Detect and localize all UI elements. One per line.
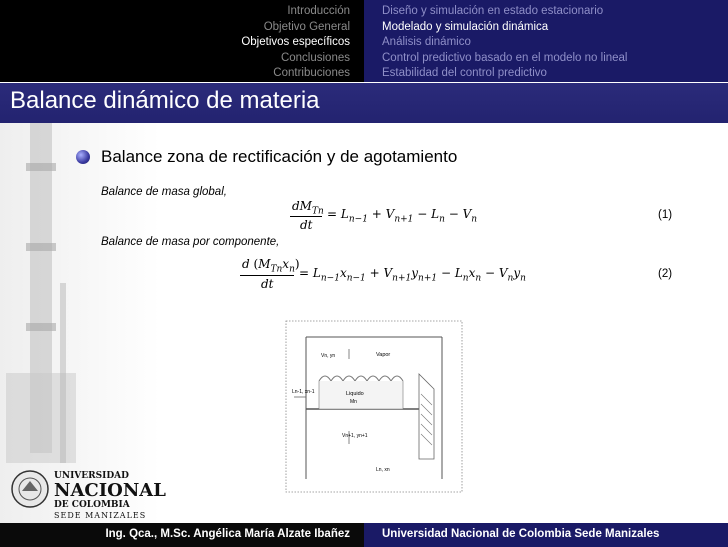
- subsection-item-3[interactable]: Análisis dinámico: [382, 36, 471, 49]
- subsection-item-5[interactable]: Estabilidad del control predictivo: [382, 67, 547, 80]
- equation-2-fraction-line: [240, 275, 294, 276]
- equation-1-numerator: $dM_{Tn}$: [292, 199, 324, 217]
- equation-2-rhs: = $L_{n-1}x_{n-1} + V_{n+1}y_{n+1} - L_nx_n - V_ny_n$: [299, 266, 526, 284]
- bottom-vapor-label: Vn+1, yn+1: [342, 433, 368, 439]
- university-seal-icon: [10, 469, 50, 509]
- left-flow-label: Ln-1, xn-1: [292, 389, 315, 395]
- equation-2-number: (2): [658, 268, 673, 280]
- vapor-label: Vapor: [376, 352, 391, 358]
- global-balance-label: Balance de masa global,: [101, 186, 227, 198]
- subsection-item-2[interactable]: Modelado y simulación dinámica: [382, 20, 549, 33]
- equation-1-number: (1): [658, 209, 673, 221]
- subsection-item-1[interactable]: Diseño y simulación en estado estacionario: [382, 5, 604, 17]
- bullet-icon: [76, 150, 90, 164]
- downcomer-hatch: [421, 394, 432, 445]
- equation-1-rhs: = $L_{n-1} + V_{n+1} - L_n - V_n$: [327, 207, 478, 225]
- bottom-liquid-label: Ln, xn: [376, 467, 390, 473]
- section-item-3[interactable]: Objetivos específicos: [241, 36, 350, 49]
- equation-1-denominator: dt: [300, 218, 313, 232]
- bullet-text: Balance zona de rectificación y de agotamiento: [101, 147, 458, 166]
- logo-line-3: DE COLOMBIA: [54, 500, 130, 510]
- footer-institution: Universidad Nacional de Colombia Sede Manizales: [382, 528, 660, 540]
- section-item-4[interactable]: Conclusiones: [280, 51, 350, 64]
- logo-line-2: NACIONAL: [54, 480, 166, 501]
- component-balance-label: Balance de masa por componente,: [101, 236, 280, 248]
- section-item-5[interactable]: Contribuciones: [273, 67, 350, 80]
- liquid-label: Liquido: [346, 391, 364, 397]
- equation-2-numerator: d $(M_{Tn}x_n)$: [242, 257, 300, 275]
- subsection-navigation: [364, 0, 728, 82]
- tray-diagram: [284, 319, 464, 494]
- footer-left: [0, 523, 364, 547]
- holdup-label: Mn: [350, 399, 357, 405]
- section-list: [241, 4, 350, 82]
- subsection-list: [382, 4, 628, 82]
- footer-author: Ing. Qca., M.Sc. Angélica María Alzate Ibañez: [105, 528, 350, 540]
- subsection-item-4[interactable]: Control predictivo basado en el modelo no lineal: [382, 51, 628, 64]
- downcomer: [419, 374, 434, 459]
- slide-title: Balance dinámico de materia: [10, 87, 320, 114]
- vapor-bubbles: [319, 376, 403, 381]
- top-flow-label: Vn, yn: [321, 353, 336, 359]
- footer: [0, 523, 728, 547]
- logo-line-4: SEDE MANIZALES: [54, 511, 147, 520]
- logo-line-1: UNIVERSIDAD: [54, 471, 129, 481]
- header-navigation: [0, 0, 728, 82]
- section-item-2[interactable]: Objetivo General: [263, 20, 350, 33]
- section-navigation: [0, 0, 364, 82]
- slide-title-bar: [0, 83, 728, 123]
- equation-1-fraction-line: [290, 216, 322, 217]
- footer-right: [364, 523, 728, 547]
- section-item-1[interactable]: Introducción: [287, 5, 350, 17]
- equation-2-denominator: dt: [261, 277, 274, 291]
- university-logo: [8, 455, 166, 525]
